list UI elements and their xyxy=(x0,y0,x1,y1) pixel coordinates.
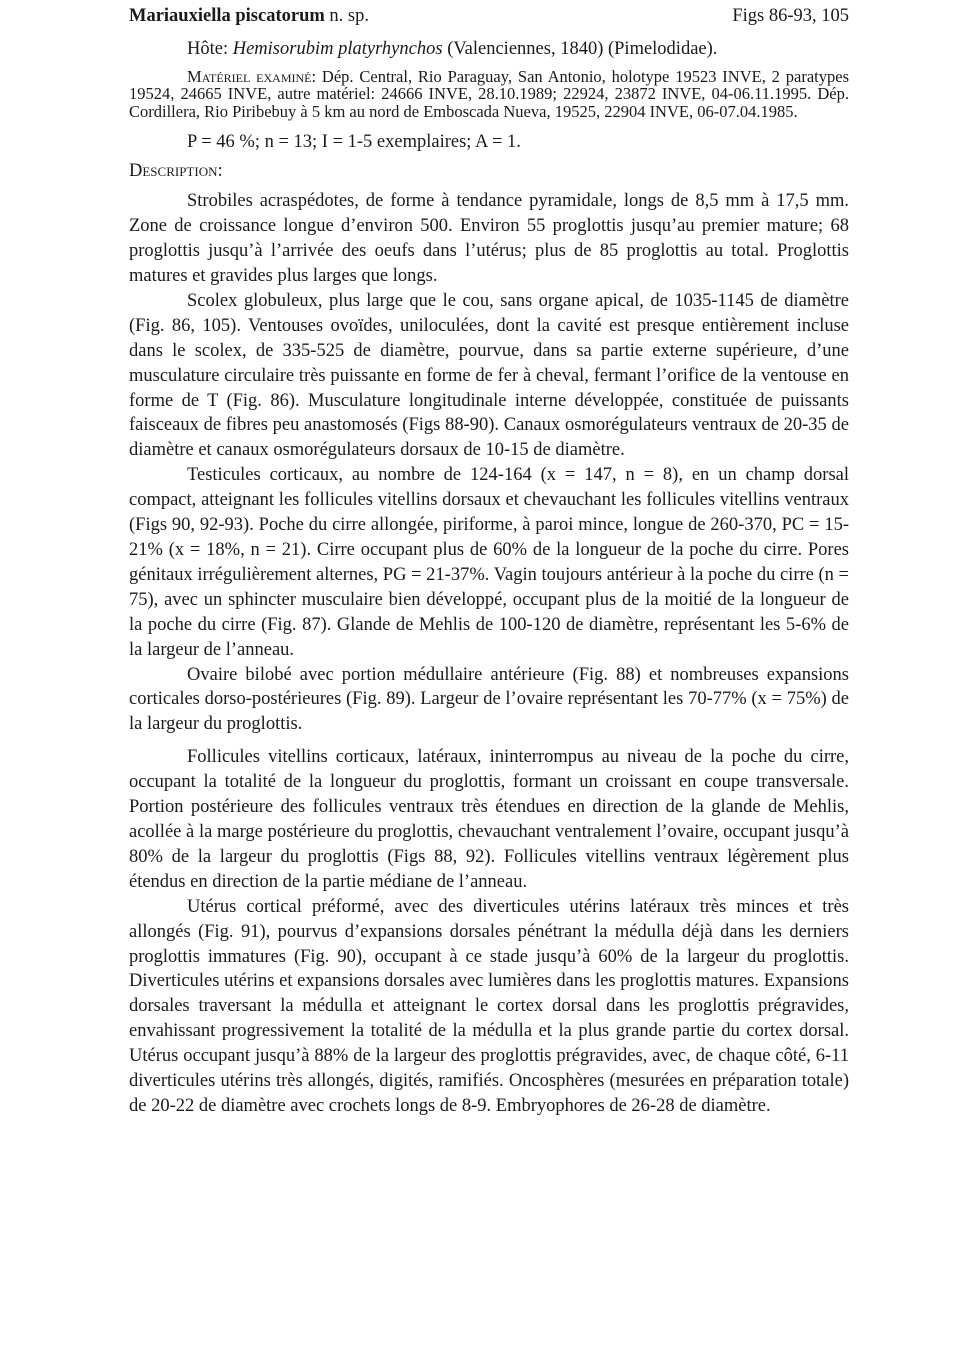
paragraph-scolex: Scolex globuleux, plus large que le cou, sans organe apical, de 1035-1145 de diamètre (Fig. 86, 105). Ventouses ovoïdes, uniloculées, dont la cavité est presque entièrement incluse dans le scolex, de 335-525 de diamètre, pourvue, dans sa partie externe supérieure, d’une musculature circulaire très puissante en forme de fer à cheval, fermant l’orifice de la ventouse en forme de T (Fig. 86). Musculature longitudinale interne développée, constituée de puissants faisceaux de fibres peu anastomosés (Figs 88-90). Canaux osmorégulateurs ventraux de 20-35 de diamètre et canaux osmorégulateurs dorsaux de 10-15 de diamètre. xyxy=(129,290,849,461)
material-examined xyxy=(129,68,849,121)
paragraph-uterus: Utérus cortical préformé, avec des diverticules utérins latéraux très minces et très allongés (Fig. 91), pourvus d’expansions dorsales pénétrant la médulla déjà dans les derniers proglottis immatures (Fig. 90), occupant à ce stade jusqu’à 60% de la largeur du proglottis. Diverticules utérins et expansions dorsales avec lumières dans les proglottis matures. Expansions dorsales traversant la médulla et atteignant le cortex dorsal dans les proglottis prégravides, envahissant progressivement la totalité de la médulla et la plus grande partie du cortex dorsal. Utérus occupant jusqu’à 88% de la largeur des proglottis prégravides, avec, de chaque côté, 6-11 diverticules utérins très allongés, digités, ramifiés. Oncosphères (mesurées en préparation totale) de 20-22 de diamètre avec crochets longs de 8-9. Embryophores de 26-28 de diamètre. xyxy=(129,896,849,1116)
host-details: (Valenciennes, 1840) (Pimelodidae). xyxy=(442,39,718,59)
host-line xyxy=(129,37,849,62)
material-label: Matériel examiné: xyxy=(187,66,317,86)
page-header xyxy=(129,4,849,30)
document-page xyxy=(129,4,849,1119)
species-name: Mariauxiella piscatorum xyxy=(129,6,325,26)
infection-stats: P = 46 %; n = 13; I = 1-5 exemplaires; A = 1. xyxy=(187,132,521,153)
species-title xyxy=(129,4,369,28)
new-species-marker: n. sp. xyxy=(324,6,369,26)
host-label: Hôte: xyxy=(187,39,233,59)
paragraph-ovary: Ovaire bilobé avec portion médullaire antérieure (Fig. 88) et nombreuses expansions corticales dorso-postérieures (Fig. 89). Largeur de l’ovaire représentant les 70-77% (x = 75%) de la largeur du proglottis. xyxy=(129,664,849,735)
figures-reference: Figs 86-93, 105 xyxy=(732,6,849,26)
paragraph-testes: Testicules corticaux, au nombre de 124-164 (x = 147, n = 8), en un champ dorsal compact, atteignant les follicules vitellins dorsaux et chevauchant les follicules vitellins ventraux (Figs 90, 92-93). Poche du cirre allongée, piriforme, à paroi mince, longue de 260-370, PC = 15-21% (x = 18%, n = 21). Cirre occupant plus de 60% de la longueur de la poche du cirre. Pores génitaux irrégulièrement alternes, PG = 21-37%. Vagin toujours antérieur à la poche du cirre (n = 75), avec un sphincter musculaire bien développé, occupant plus de la moitié de la longueur de la poche du cirre (Fig. 87). Glande de Mehlis de 100-120 de diamètre, représentant les 5-6% de la largeur de l’anneau. xyxy=(129,465,849,660)
description-heading: Description: xyxy=(129,161,223,182)
paragraph-vitelline: Follicules vitellins corticaux, latéraux, ininterrompus au niveau de la poche du cirre, occupant la totalité de la longueur du proglottis, formant un croissant en coupe transversale. Portion postérieure des follicules ventraux très étendues en direction de la glande de Mehlis, acollée à la marge postérieure du proglottis, chevauchant ventralement l’ovaire, occupant jusqu’à 80% de la largeur du proglottis (Figs 88, 92). Follicules vitellins ventraux légèrement plus étendus en direction de la partie médiane de l’anneau. xyxy=(129,747,849,892)
paragraph-strobila: Strobiles acraspédotes, de forme à tendance pyramidale, longs de 8,5 mm à 17,5 mm. Zone de croissance longue d’environ 500. Environ 55 proglottis jusqu’au premier mature; 68 proglottis jusqu’à l’arrivée des oeufs dans l’utérus; plus de 85 proglottis au total. Proglottis matures et gravides plus larges que longs. xyxy=(129,191,849,287)
material-text: Dép. Central, Rio Paraguay, San Antonio, holotype 19523 INVE, 2 paratypes 19524, 24665 INVE, autre matériel: 24666 INVE, 28.10.1989; 22924, 23872 INVE, 04-06.11.1995. Dép. Cordillera, Rio Piribebuy à 5 km au nord de Emboscada Nueva, 19525, 22904 INVE, 06-07.04.1985. xyxy=(129,66,849,121)
host-species: Hemisorubim platyrhynchos xyxy=(232,39,443,59)
